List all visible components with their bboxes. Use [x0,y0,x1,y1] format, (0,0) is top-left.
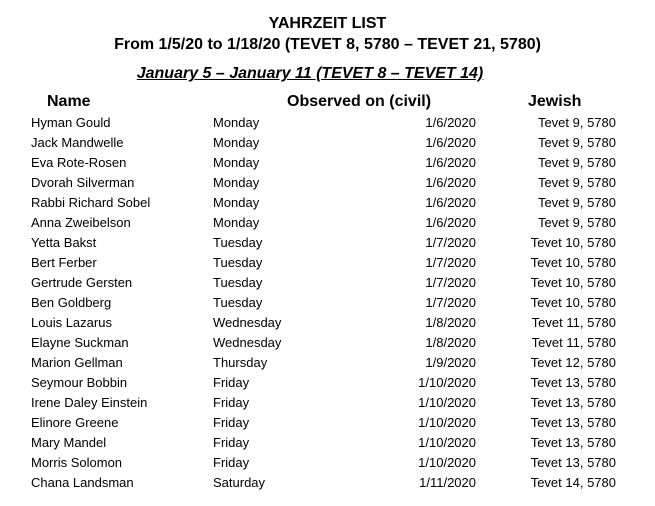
civil-date-cell: 1/7/2020 [425,275,476,290]
table-row [0,233,655,253]
day-cell: Monday [213,215,260,230]
name-cell: Elinore Greene [31,415,119,430]
civil-date-cell: 1/9/2020 [425,355,476,370]
jewish-date-cell: Tevet 10, 5780 [530,275,616,290]
name-cell: Ben Goldberg [31,295,112,310]
name-cell: Yetta Bakst [31,235,97,250]
day-cell: Monday [213,155,260,170]
civil-date-cell: 1/10/2020 [418,455,476,470]
civil-date-cell: 1/10/2020 [418,395,476,410]
jewish-date-cell: Tevet 11, 5780 [531,335,616,350]
name-cell: Rabbi Richard Sobel [31,195,151,210]
date-range-heading: From 1/5/20 to 1/18/20 (TEVET 8, 5780 – TEVET 21, 5780) [114,36,541,53]
jewish-date-cell: Tevet 13, 5780 [530,415,616,430]
name-cell: Louis Lazarus [31,315,112,330]
day-cell: Wednesday [213,335,282,350]
jewish-date-cell: Tevet 13, 5780 [530,435,616,450]
civil-date-cell: 1/7/2020 [425,295,476,310]
day-cell: Saturday [213,475,266,490]
table-row [0,453,655,473]
name-cell: Irene Daley Einstein [31,395,148,410]
jewish-date-cell: Tevet 9, 5780 [537,115,616,130]
name-cell: Mary Mandel [31,435,107,450]
civil-date-cell: 1/8/2020 [425,335,476,350]
table-row [0,153,655,173]
jewish-date-cell: Tevet 13, 5780 [530,455,616,470]
table-row [0,413,655,433]
name-cell: Eva Rote-Rosen [31,155,127,170]
name-cell: Morris Solomon [31,455,123,470]
day-cell: Tuesday [213,295,263,310]
name-cell: Elayne Suckman [31,335,129,350]
column-header-name: Name [47,93,91,110]
day-cell: Friday [213,415,250,430]
day-cell: Friday [213,375,250,390]
civil-date-cell: 1/6/2020 [425,155,476,170]
day-cell: Monday [213,135,260,150]
table-row [0,393,655,413]
civil-date-cell: 1/6/2020 [425,175,476,190]
name-cell: Chana Landsman [31,475,134,490]
week-heading: January 5 – January 11 (TEVET 8 – TEVET 14) [136,65,484,82]
jewish-date-cell: Tevet 9, 5780 [537,215,616,230]
day-cell: Tuesday [213,255,263,270]
civil-date-cell: 1/10/2020 [418,415,476,430]
table-row [0,353,655,373]
jewish-date-cell: Tevet 9, 5780 [537,155,616,170]
table-row [0,173,655,193]
table-row [0,433,655,453]
table-row [0,473,655,493]
table-row [0,213,655,233]
jewish-date-cell: Tevet 10, 5780 [530,255,616,270]
civil-date-cell: 1/7/2020 [425,235,476,250]
civil-date-cell: 1/6/2020 [425,115,476,130]
day-cell: Monday [213,175,260,190]
name-cell: Anna Zweibelson [31,215,131,230]
name-cell: Gertrude Gersten [31,275,133,290]
jewish-date-cell: Tevet 9, 5780 [537,135,616,150]
column-header-observed: Observed on (civil) [287,93,432,110]
day-cell: Friday [213,455,250,470]
name-cell: Seymour Bobbin [31,375,128,390]
table-row [0,273,655,293]
civil-date-cell: 1/6/2020 [425,135,476,150]
jewish-date-cell: Tevet 10, 5780 [530,295,616,310]
day-cell: Thursday [213,355,268,370]
civil-date-cell: 1/7/2020 [425,255,476,270]
day-cell: Wednesday [213,315,282,330]
day-cell: Monday [213,115,260,130]
table-row [0,293,655,313]
table-row [0,313,655,333]
yahrzeit-table [0,113,655,493]
civil-date-cell: 1/8/2020 [425,315,476,330]
civil-date-cell: 1/10/2020 [418,375,476,390]
jewish-date-cell: Tevet 14, 5780 [530,475,616,490]
jewish-date-cell: Tevet 13, 5780 [530,375,616,390]
name-cell: Marion Gellman [31,355,123,370]
name-cell: Jack Mandwelle [31,135,124,150]
name-cell: Hyman Gould [31,115,111,130]
civil-date-cell: 1/6/2020 [425,215,476,230]
table-row [0,253,655,273]
day-cell: Friday [213,395,250,410]
column-header-jewish: Jewish [528,93,582,110]
table-row [0,333,655,353]
civil-date-cell: 1/6/2020 [425,195,476,210]
table-row [0,113,655,133]
jewish-date-cell: Tevet 10, 5780 [530,235,616,250]
jewish-date-cell: Tevet 11, 5780 [531,315,616,330]
table-row [0,133,655,153]
day-cell: Tuesday [213,275,263,290]
day-cell: Friday [213,435,250,450]
page-title: YAHRZEIT LIST [268,15,387,32]
table-row [0,373,655,393]
jewish-date-cell: Tevet 9, 5780 [537,175,616,190]
civil-date-cell: 1/10/2020 [418,435,476,450]
day-cell: Monday [213,195,260,210]
table-row [0,193,655,213]
jewish-date-cell: Tevet 9, 5780 [537,195,616,210]
jewish-date-cell: Tevet 12, 5780 [530,355,616,370]
day-cell: Tuesday [213,235,263,250]
name-cell: Dvorah Silverman [31,175,135,190]
civil-date-cell: 1/11/2020 [419,475,476,490]
jewish-date-cell: Tevet 13, 5780 [530,395,616,410]
name-cell: Bert Ferber [31,255,97,270]
